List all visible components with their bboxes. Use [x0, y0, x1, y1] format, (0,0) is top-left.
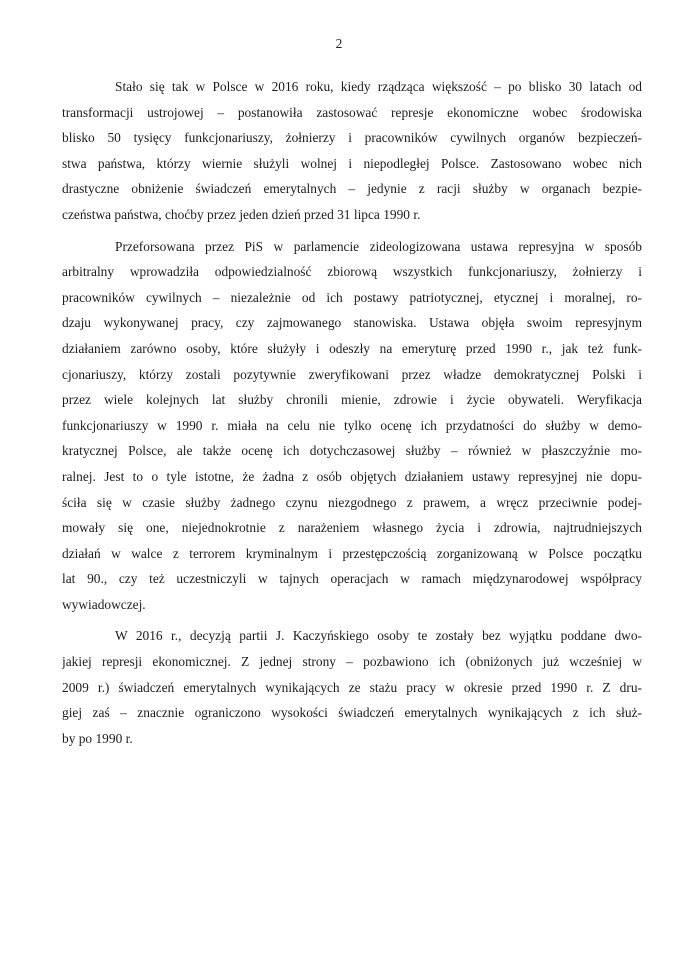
document-body [62, 74, 642, 751]
text-line: W 2016 r., decyzją partii J. Kaczyńskiego osoby te zostały bez wyjątku poddane dwo- [115, 628, 642, 644]
text-line: stwa państwa, którzy wiernie służyli wolnej i niepodległej Polsce. Zastosowano wobec nich [62, 155, 642, 171]
text-line: lat 90., czy też uczestniczyli w tajnych operacjach w ramach międzynarodowej współpracy [62, 571, 642, 587]
text-line: jakiej represji ekonomicznej. Z jednej strony – pozbawiono ich (obniżonych już wcześniej w [62, 654, 642, 670]
text-line: giej zaś – znacznie ograniczono wysokości świadczeń emerytalnych wynikających z ich służ- [62, 705, 642, 721]
text-line: by po 1990 r. [62, 730, 133, 746]
text-line: działań w walce z terrorem kryminalnym i przestępczością zorganizowaną w Polsce początku [62, 545, 642, 561]
text-line: arbitralny wprowadziła odpowiedzialność zbiorową wszystkich funkcjonariuszy, żołnierzy i [62, 264, 642, 280]
text-line: transformacji ustrojowej – postanowiła zastosować represje ekonomiczne wobec środowiska [62, 104, 642, 120]
text-line: działaniem zarówno osoby, które służyły i odeszły na emeryturę przed 1990 r., jak też funk- [62, 340, 642, 356]
text-line: czeństwa państwa, choćby przez jeden dzień przed 31 lipca 1990 r. [62, 206, 421, 222]
text-line: kratycznej Polsce, ale także ocenę ich dotychczasowej służby – również w płaszczyźnie mo- [62, 443, 642, 459]
paragraph [62, 234, 642, 618]
text-line: blisko 50 tysięcy funkcjonariuszy, żołnierzy i pracowników cywilnych organów bezpieczeń- [62, 130, 642, 146]
page-number: 2 [335, 36, 343, 51]
text-line: przez wiele kolejnych lat służby chronili mienie, zdrowie i życie obywateli. Weryfikacja [62, 392, 642, 408]
text-line: Stało się tak w Polsce w 2016 roku, kiedy rządząca większość – po blisko 30 latach od [115, 79, 642, 94]
paragraph [62, 74, 642, 228]
text-line: dzaju wykonywanej pracy, czy zajmowanego stanowiska. Ustawa objęła swoim represyjnym [62, 315, 642, 331]
text-line: ściła się w czasie służby żadnego czynu niezgodnego z prawem, a wręcz przeciwnie podej- [62, 494, 642, 510]
text-line: 2009 r.) świadczeń emerytalnych wynikających ze stażu pracy w okresie przed 1990 r. Z dru- [62, 679, 642, 695]
text-line: Przeforsowana przez PiS w parlamencie zideologizowana ustawa represyjna w sposób [115, 238, 642, 254]
text-line: ralnej. Jest to o tyle istotne, że żadna z osób objętych działaniem ustawy represyjnej nie dopu- [62, 468, 642, 484]
paragraph [62, 623, 642, 751]
text-line: pracowników cywilnych – niezależnie od ich postawy patriotycznej, etycznej i moralnej, ro- [62, 289, 642, 305]
text-line: drastyczne obniżenie świadczeń emerytalnych – jedynie z racji służby w organach bezpie- [62, 181, 642, 197]
text-line: mowały się one, niejednokrotnie z narażeniem własnego życia i zdrowia, najtrudniejszych [62, 520, 642, 536]
text-line: funkcjonariuszy w 1990 r. miała na celu nie tylko ocenę ich przydatności do służby w demo- [62, 417, 642, 433]
text-line: cjonariuszy, którzy zostali pozytywnie zweryfikowani przez władze demokratycznej Polski i [62, 366, 642, 382]
text-line: wywiadowczej. [62, 596, 146, 612]
